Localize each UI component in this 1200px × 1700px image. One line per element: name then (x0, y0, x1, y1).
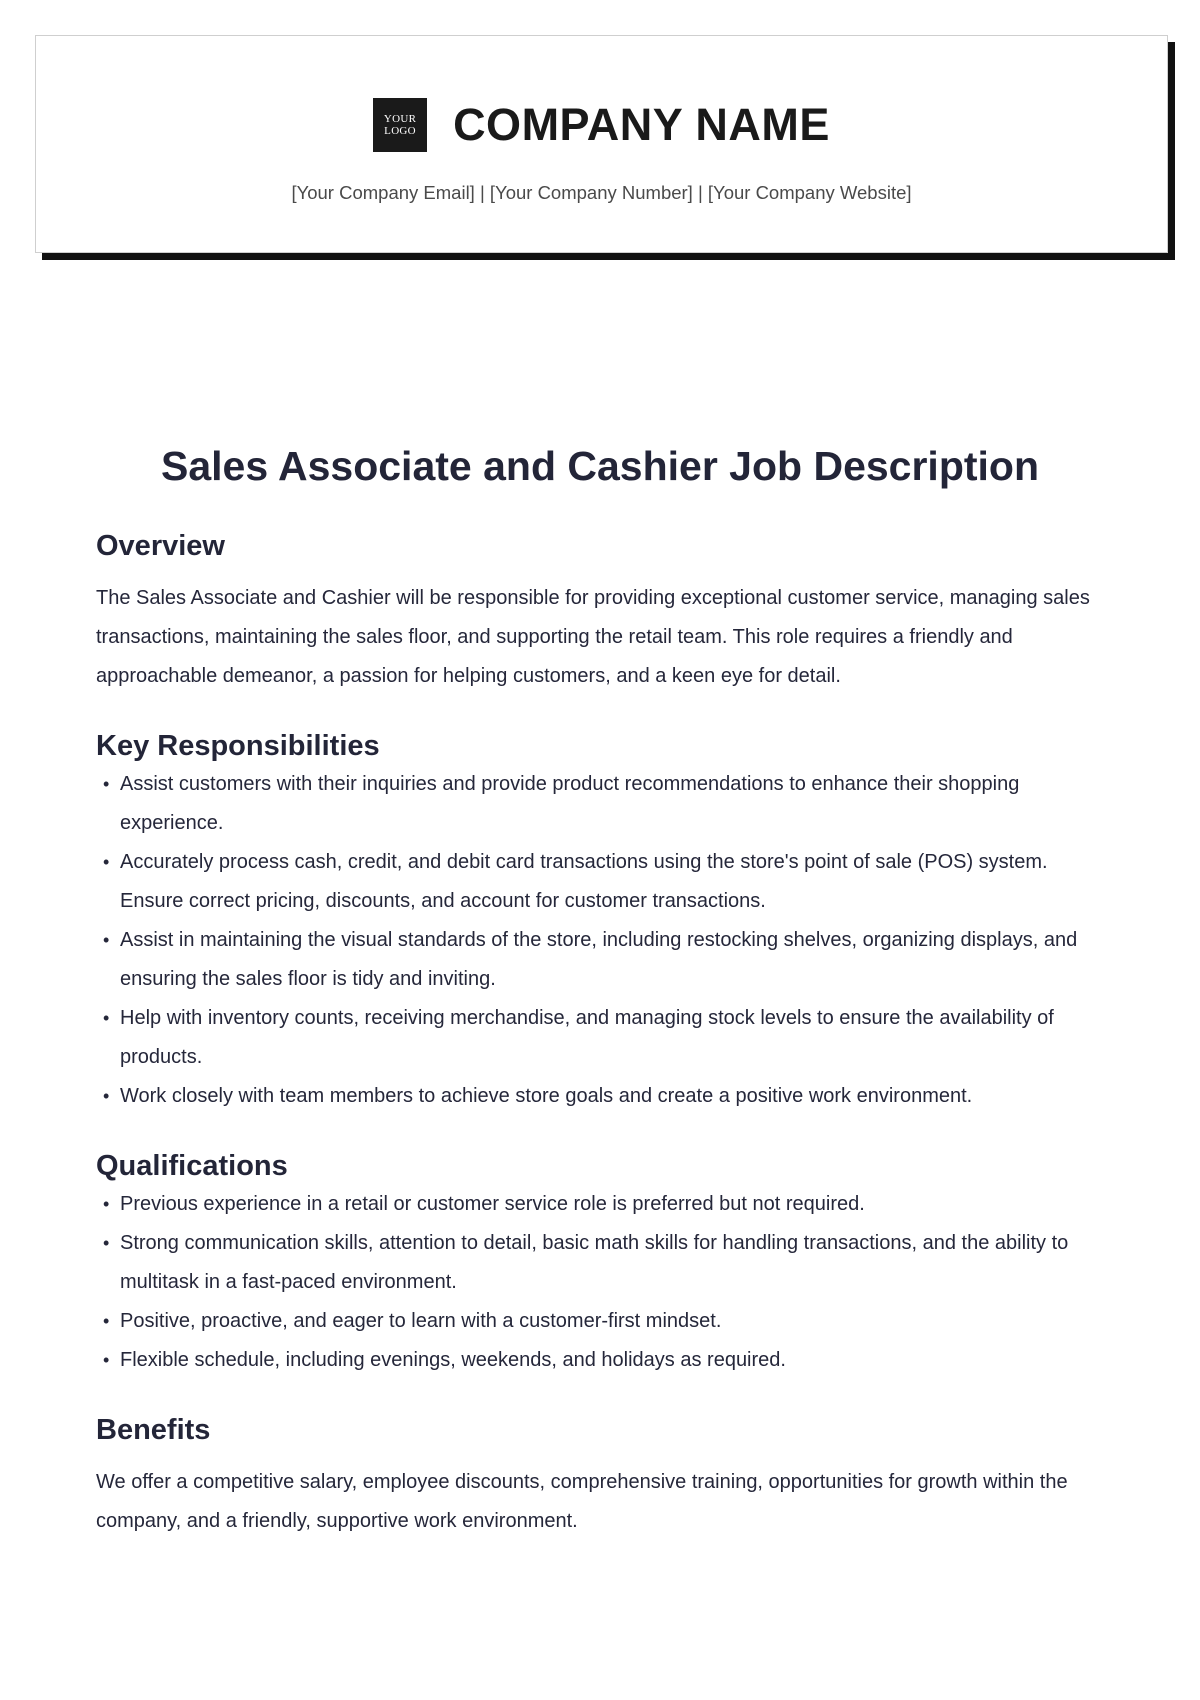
header-card (35, 35, 1168, 253)
company-name: COMPANY NAME (453, 99, 830, 150)
list-item: • Accurately process cash, credit, and debit card transactions using the store's point of sale (POS) system. Ensure correct pricing, discounts, and account for customer transactions. (96, 843, 1106, 921)
company-contact-line: [Your Company Email] | [Your Company Number] | [Your Company Website] (291, 182, 912, 203)
responsibilities-heading: Key Responsibilities (96, 730, 380, 762)
list-item: • Flexible schedule, including evenings, weekends, and holidays as required. (96, 1341, 1106, 1380)
responsibilities-list (96, 765, 1106, 1116)
list-item: • Assist in maintaining the visual standards of the store, including restocking shelves, organizing displays, and ensuring the sales floor is tidy and inviting. (96, 921, 1106, 999)
brand-row (36, 98, 1167, 152)
benefits-heading: Benefits (96, 1414, 211, 1446)
benefits-text: We offer a competitive salary, employee discounts, comprehensive training, opportunities for growth within the company, and a friendly, supportive work environment. (96, 1471, 1068, 1532)
document-title: Sales Associate and Cashier Job Description (160, 443, 1040, 489)
qualifications-list (96, 1185, 1106, 1380)
list-item: • Strong communication skills, attention to detail, basic math skills for handling transactions, and the ability to multitask in a fast-paced environment. (96, 1224, 1106, 1302)
list-item: • Assist customers with their inquiries and provide product recommendations to enhance their shopping experience. (96, 765, 1106, 843)
overview-text: The Sales Associate and Cashier will be responsible for providing exceptional customer service, managing sales transactions, maintaining the sales floor, and supporting the retail team. This role requires a friendly and approachable demeanor, a passion for helping customers, and a keen eye for detail. (96, 587, 1090, 687)
list-item: • Work closely with team members to achieve store goals and create a positive work environment. (96, 1077, 1106, 1116)
overview-heading: Overview (96, 530, 225, 562)
qualifications-heading: Qualifications (96, 1150, 288, 1182)
company-logo (373, 98, 427, 152)
logo-text-line2: LOGO (384, 125, 416, 137)
list-item: • Previous experience in a retail or customer service role is preferred but not required. (96, 1185, 1106, 1224)
document-body (96, 530, 1106, 1541)
list-item: • Help with inventory counts, receiving merchandise, and managing stock levels to ensure the availability of products. (96, 999, 1106, 1077)
logo-text-line1: YOUR (383, 113, 417, 125)
list-item: • Positive, proactive, and eager to learn with a customer-first mindset. (96, 1302, 1106, 1341)
